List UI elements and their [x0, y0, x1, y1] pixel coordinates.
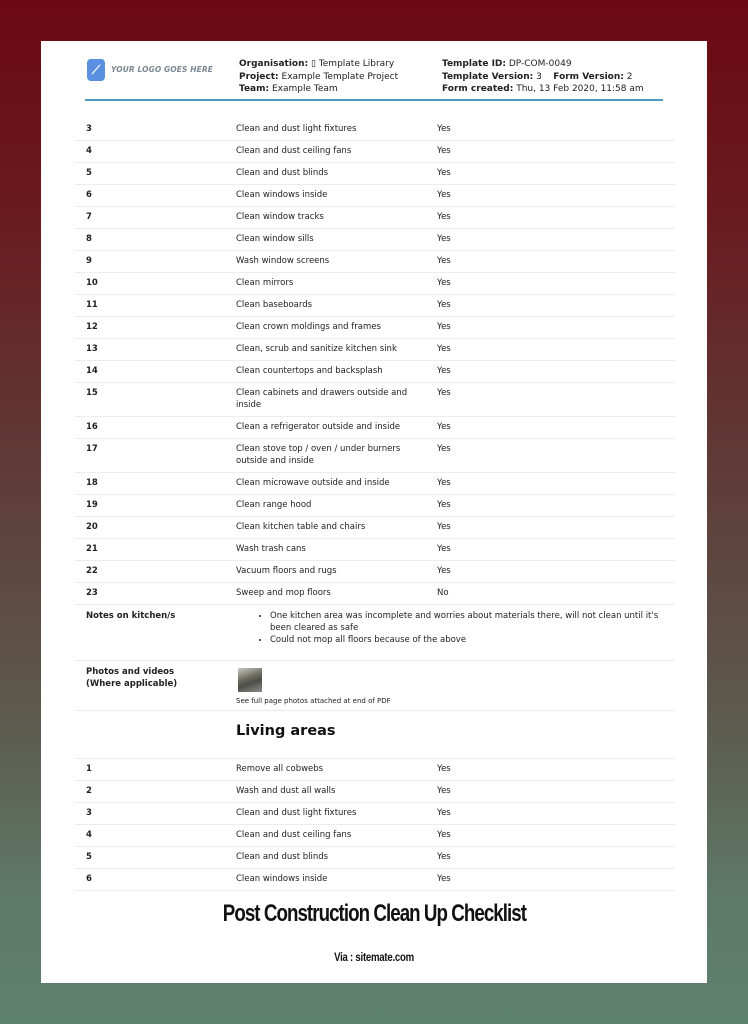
- item-answer: Yes: [437, 852, 451, 862]
- item-number: 9: [86, 256, 92, 266]
- logo: [87, 59, 213, 81]
- team-label: Team:: [239, 84, 270, 94]
- item-number: 10: [86, 278, 98, 288]
- caption-title: Post Construction Clean Up Checklist: [222, 900, 526, 927]
- item-answer: Yes: [437, 544, 451, 554]
- project-label: Project:: [239, 71, 279, 82]
- form-version-label: Form Version:: [553, 71, 624, 82]
- header-divider: [85, 99, 663, 101]
- item-number: 14: [86, 366, 98, 376]
- item-task: Clean stove top / oven / under burners outside and inside: [236, 444, 401, 466]
- item-task: Remove all cobwebs: [236, 764, 324, 774]
- table-row: [75, 517, 675, 539]
- item-number: 5: [86, 168, 92, 178]
- table-row: [75, 781, 675, 803]
- item-number: 11: [86, 300, 98, 310]
- item-task: Wash window screens: [236, 256, 330, 266]
- item-number: 2: [86, 786, 92, 796]
- item-answer: Yes: [437, 874, 451, 884]
- form-created-label: Form created:: [442, 84, 514, 94]
- item-number: 19: [86, 500, 98, 510]
- table-row: [75, 207, 675, 229]
- table-row: [75, 339, 675, 361]
- photos-label-line1: Photos and videos: [86, 667, 175, 677]
- item-task: Clean crown moldings and frames: [236, 322, 381, 332]
- item-task: Clean and dust light fixtures: [236, 124, 357, 134]
- template-id-value: DP-COM-0049: [508, 59, 572, 69]
- table-row: [75, 163, 675, 185]
- item-answer: Yes: [437, 322, 451, 332]
- item-number: 21: [86, 544, 98, 554]
- template-version-label: Template Version:: [442, 71, 534, 82]
- logo-text: YOUR LOGO GOES HERE: [111, 64, 213, 74]
- item-answer: Yes: [437, 366, 451, 376]
- notes-row: [75, 605, 675, 661]
- team-value: Example Team: [271, 84, 338, 94]
- item-answer: Yes: [437, 808, 451, 818]
- item-answer: Yes: [437, 168, 451, 178]
- project-value: Example Template Project: [281, 71, 399, 82]
- table-row: [75, 273, 675, 295]
- table-row: [75, 759, 675, 781]
- item-answer: Yes: [437, 388, 451, 398]
- photos-caption: See full page photos attached at end of PDF: [236, 697, 391, 705]
- table-row: [75, 803, 675, 825]
- template-id-label: Template ID:: [442, 59, 506, 69]
- item-number: 22: [86, 566, 98, 576]
- item-task: Wash and dust all walls: [236, 786, 336, 796]
- item-task: Clean and dust blinds: [236, 168, 329, 178]
- table-row: [75, 561, 675, 583]
- organisation-label: Organisation:: [239, 59, 309, 69]
- item-answer: Yes: [437, 478, 451, 488]
- item-answer: Yes: [437, 256, 451, 266]
- item-task: Sweep and mop floors: [236, 588, 331, 598]
- item-answer: Yes: [437, 300, 451, 310]
- item-answer: Yes: [437, 212, 451, 222]
- table-row: [75, 361, 675, 383]
- item-task: Clean and dust blinds: [236, 852, 329, 862]
- table-row: [75, 383, 675, 417]
- item-number: 20: [86, 522, 98, 532]
- photos-label: [86, 666, 177, 690]
- item-number: 3: [86, 124, 92, 134]
- organisation-value: ▯ Template Library: [310, 59, 395, 69]
- photo-thumbnail[interactable]: [238, 668, 262, 692]
- table-row: [75, 295, 675, 317]
- table-row: [75, 847, 675, 869]
- item-answer: No: [437, 588, 449, 598]
- table-row: [75, 473, 675, 495]
- item-task: Vacuum floors and rugs: [236, 566, 337, 576]
- item-number: 13: [86, 344, 98, 354]
- item-answer: Yes: [437, 522, 451, 532]
- item-number: 6: [86, 874, 92, 884]
- item-task: Clean windows inside: [236, 190, 328, 200]
- checklist: [75, 119, 675, 891]
- item-number: 17: [86, 444, 98, 454]
- item-number: 16: [86, 422, 98, 432]
- table-row: [75, 439, 675, 473]
- item-number: 7: [86, 212, 92, 222]
- photos-label-line2: (Where applicable): [86, 679, 178, 689]
- item-number: 4: [86, 830, 92, 840]
- notes-label: Notes on kitchen/s: [86, 611, 176, 621]
- item-task: Clean range hood: [236, 500, 312, 510]
- table-row: [75, 495, 675, 517]
- item-number: 12: [86, 322, 98, 332]
- item-answer: Yes: [437, 278, 451, 288]
- table-row: [75, 417, 675, 439]
- item-task: Clean a refrigerator outside and inside: [236, 422, 401, 432]
- table-row: [75, 141, 675, 163]
- item-task: Clean mirrors: [236, 278, 294, 288]
- notes-list: [256, 610, 680, 646]
- note-item: • Could not mop all floors because of the above: [270, 634, 680, 646]
- form-header: [85, 56, 663, 100]
- item-answer: Yes: [437, 764, 451, 774]
- section-heading: [75, 711, 675, 759]
- item-number: 6: [86, 190, 92, 200]
- item-task: Clean countertops and backsplash: [236, 366, 383, 376]
- item-task: Clean and dust ceiling fans: [236, 830, 352, 840]
- logo-icon: ⟋: [87, 59, 105, 81]
- header-template-column: [442, 58, 644, 96]
- item-answer: Yes: [437, 344, 451, 354]
- item-answer: Yes: [437, 566, 451, 576]
- caption-source: Via : sitemate.com: [334, 950, 414, 964]
- table-row: [75, 825, 675, 847]
- item-number: 15: [86, 388, 98, 398]
- item-answer: Yes: [437, 124, 451, 134]
- table-row: [75, 583, 675, 605]
- item-task: Clean microwave outside and inside: [236, 478, 390, 488]
- item-task: Clean, scrub and sanitize kitchen sink: [236, 344, 397, 354]
- item-number: 23: [86, 588, 98, 598]
- form-created-value: Thu, 13 Feb 2020, 11:58 am: [516, 84, 644, 94]
- item-task: Clean cabinets and drawers outside and inside: [236, 388, 408, 410]
- item-answer: Yes: [437, 422, 451, 432]
- item-task: Clean window tracks: [236, 212, 324, 222]
- item-number: 8: [86, 234, 92, 244]
- item-task: Clean window sills: [236, 234, 314, 244]
- item-number: 1: [86, 764, 92, 774]
- item-answer: Yes: [437, 500, 451, 510]
- table-row: [75, 539, 675, 561]
- item-number: 5: [86, 852, 92, 862]
- item-answer: Yes: [437, 234, 451, 244]
- item-task: Clean baseboards: [236, 300, 313, 310]
- item-answer: Yes: [437, 444, 451, 454]
- item-task: Wash trash cans: [236, 544, 306, 554]
- table-row: [75, 869, 675, 891]
- table-row: [75, 317, 675, 339]
- photos-row: [75, 661, 675, 711]
- table-row: [75, 185, 675, 207]
- item-number: 4: [86, 146, 92, 156]
- header-org-column: [239, 58, 398, 96]
- table-row: [75, 229, 675, 251]
- section-title-living-areas: Living areas: [236, 723, 336, 739]
- image-caption: [41, 892, 707, 964]
- item-answer: Yes: [437, 190, 451, 200]
- item-task: Clean kitchen table and chairs: [236, 522, 366, 532]
- item-number: 18: [86, 478, 98, 488]
- item-task: Clean and dust ceiling fans: [236, 146, 352, 156]
- table-row: [75, 119, 675, 141]
- item-number: 3: [86, 808, 92, 818]
- document-page: [41, 41, 707, 983]
- item-task: Clean windows inside: [236, 874, 328, 884]
- form-version-value: 2: [626, 71, 633, 82]
- item-answer: Yes: [437, 830, 451, 840]
- item-task: Clean and dust light fixtures: [236, 808, 357, 818]
- template-version-value: 3: [536, 71, 542, 82]
- note-item: • One kitchen area was incomplete and worries about materials there, will not clean until it's been cleared as safe: [270, 610, 680, 634]
- item-answer: Yes: [437, 786, 451, 796]
- table-row: [75, 251, 675, 273]
- item-answer: Yes: [437, 146, 451, 156]
